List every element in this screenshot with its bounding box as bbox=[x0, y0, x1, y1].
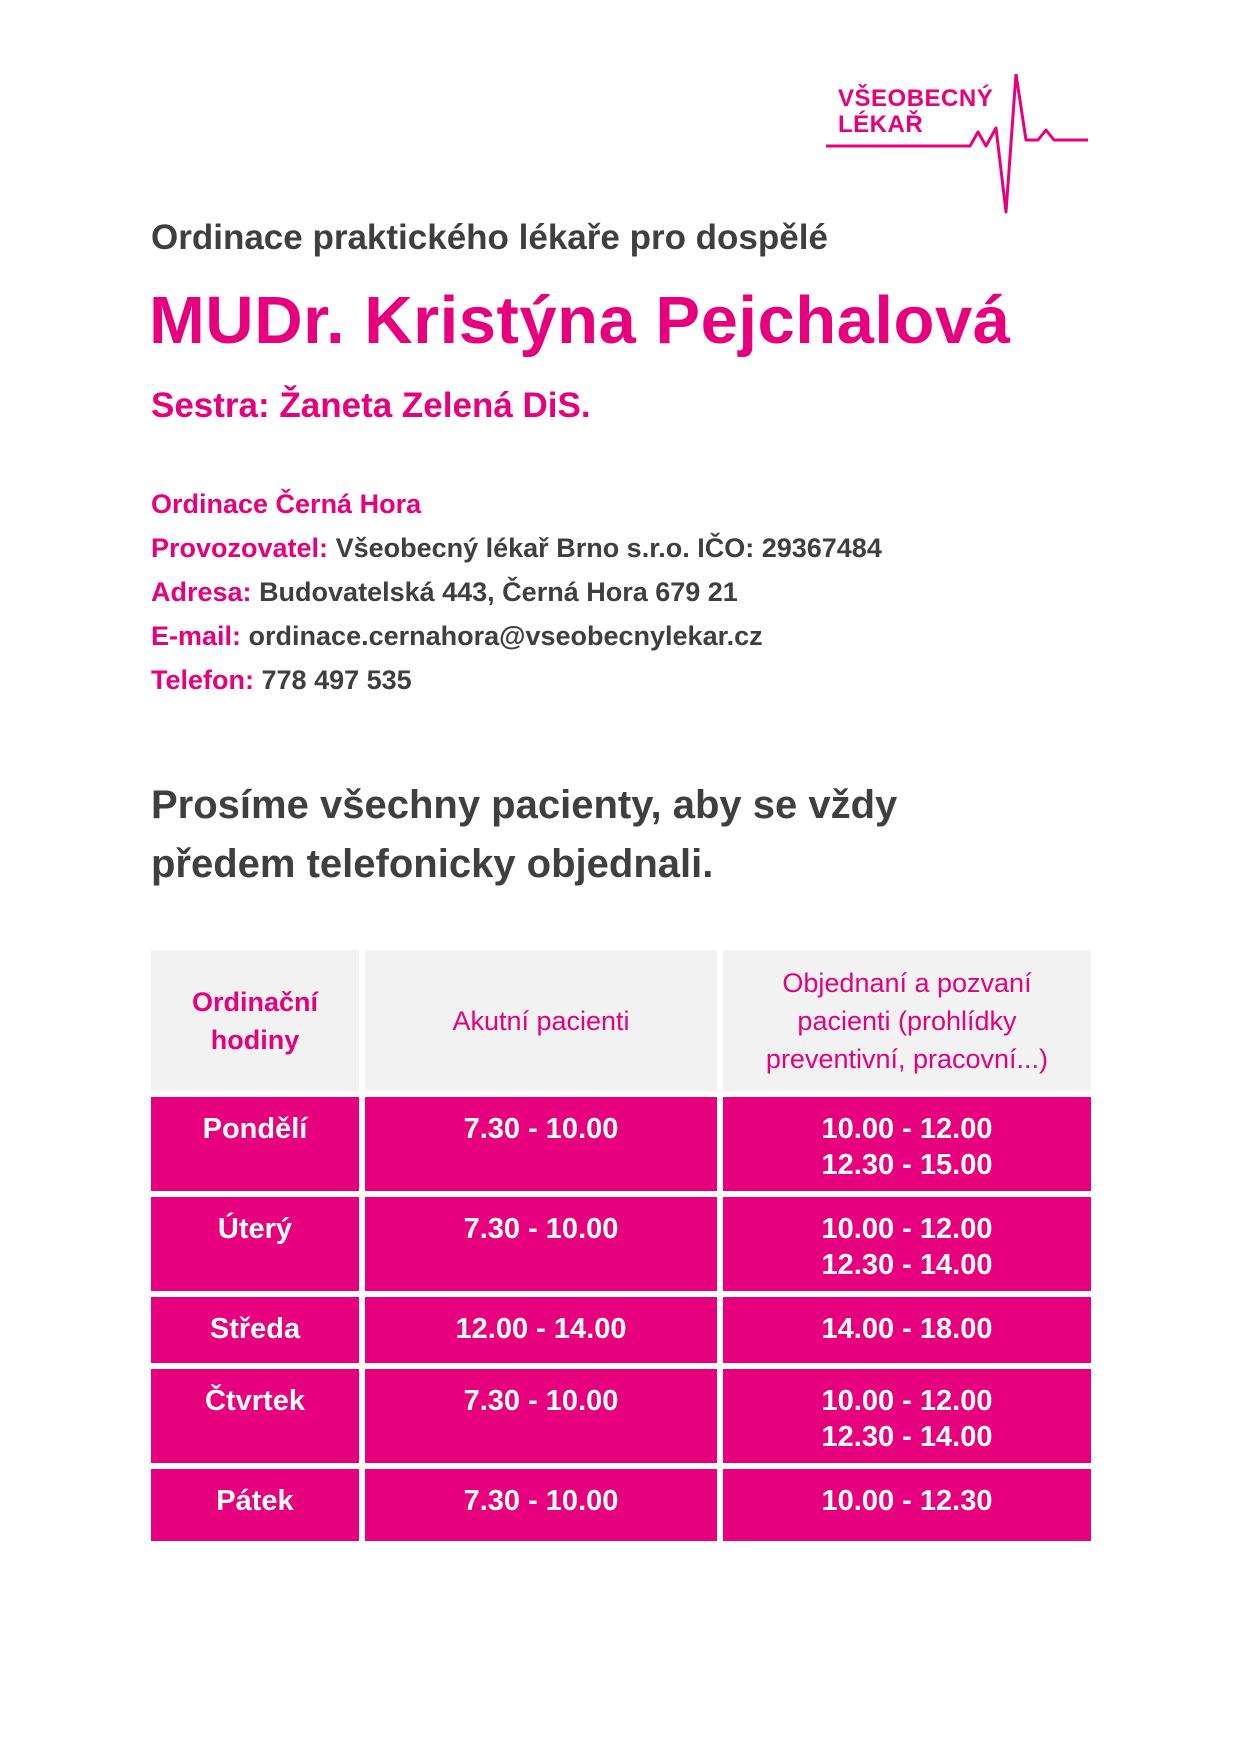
phone-value: 778 497 535 bbox=[261, 665, 412, 695]
table-row bbox=[151, 1097, 1091, 1191]
header-booked-line3: preventivní, pracovní...) bbox=[765, 1043, 1049, 1074]
booked-hours-cell bbox=[723, 1369, 1091, 1463]
booked-hours-cell bbox=[723, 1097, 1091, 1191]
acute-hours-cell: 12.00 - 14.00 bbox=[365, 1297, 717, 1363]
notice-line1: Prosíme všechny pacienty, aby se vždy bbox=[151, 783, 898, 827]
operator-value: Všeobecný lékař Brno s.r.o. IČO: 29367484 bbox=[335, 533, 882, 563]
booked-hours-line: 12.30 - 14.00 bbox=[821, 1249, 993, 1281]
header-office-hours-line1: Ordinační bbox=[191, 986, 319, 1017]
header-booked-line1: Objednaní a pozvaní bbox=[782, 967, 1032, 998]
notice-line2: předem telefonicky objednali. bbox=[151, 842, 714, 886]
day-cell: Středa bbox=[151, 1297, 359, 1363]
booked-hours-line: 10.00 - 12.30 bbox=[821, 1485, 993, 1517]
booked-hours-line: 12.30 - 15.00 bbox=[821, 1149, 993, 1181]
booked-hours-line: 12.30 - 14.00 bbox=[821, 1421, 993, 1453]
booked-hours-line: 14.00 - 18.00 bbox=[821, 1313, 993, 1345]
brand-logo bbox=[826, 74, 1088, 214]
address-value: Budovatelská 443, Černá Hora 679 21 bbox=[259, 577, 738, 607]
booked-hours-cell bbox=[723, 1197, 1091, 1291]
logo-line2: LÉKAŘ bbox=[838, 111, 924, 138]
header-office-hours bbox=[151, 950, 359, 1091]
practice-subtitle: Ordinace praktického lékaře pro dospělé bbox=[151, 218, 828, 257]
day-cell: Pátek bbox=[151, 1469, 359, 1541]
table-header bbox=[151, 950, 1091, 1091]
acute-hours-cell: 7.30 - 10.00 bbox=[365, 1097, 717, 1191]
header-office-hours-line2: hodiny bbox=[210, 1024, 300, 1055]
header-acute-patients-label: Akutní pacienti bbox=[452, 1005, 630, 1036]
day-cell: Čtvrtek bbox=[151, 1369, 359, 1463]
operator-row bbox=[151, 526, 882, 570]
acute-hours-cell: 7.30 - 10.00 bbox=[365, 1369, 717, 1463]
header-booked-patients bbox=[723, 950, 1091, 1091]
booked-hours-line: 10.00 - 12.00 bbox=[821, 1113, 993, 1145]
contact-info bbox=[151, 482, 882, 702]
office-row bbox=[151, 482, 882, 526]
table-row bbox=[151, 1469, 1091, 1541]
acute-hours-cell: 7.30 - 10.00 bbox=[365, 1197, 717, 1291]
booked-hours-line: 10.00 - 12.00 bbox=[821, 1385, 993, 1417]
email-label: E-mail: bbox=[151, 621, 242, 651]
day-cell: Pondělí bbox=[151, 1097, 359, 1191]
booked-hours-line: 10.00 - 12.00 bbox=[821, 1213, 993, 1245]
day-cell: Úterý bbox=[151, 1197, 359, 1291]
acute-hours-cell: 7.30 - 10.00 bbox=[365, 1469, 717, 1541]
email-row bbox=[151, 614, 882, 658]
address-row bbox=[151, 570, 882, 614]
table-row bbox=[151, 1369, 1091, 1463]
office-name: Ordinace Černá Hora bbox=[151, 489, 422, 519]
booked-hours-cell bbox=[723, 1469, 1091, 1541]
table-row bbox=[151, 1297, 1091, 1363]
header-booked-line2: pacienti (prohlídky bbox=[797, 1005, 1017, 1036]
nurse-name: Sestra: Žaneta Zelená DiS. bbox=[151, 386, 591, 425]
table-row bbox=[151, 1197, 1091, 1291]
phone-label: Telefon: bbox=[151, 665, 254, 695]
doctor-name: MUDr. Kristýna Pejchalová bbox=[149, 283, 1011, 358]
header-acute-patients bbox=[365, 950, 717, 1091]
office-hours-table bbox=[151, 950, 1091, 1541]
email-value: ordinace.cernahora@vseobecnylekar.cz bbox=[248, 621, 763, 651]
booked-hours-cell bbox=[723, 1297, 1091, 1363]
logo-line1: VŠEOBECNÝ bbox=[838, 85, 994, 112]
operator-label: Provozovatel: bbox=[151, 533, 329, 563]
appointment-notice bbox=[151, 776, 1051, 894]
phone-row bbox=[151, 658, 882, 702]
address-label: Adresa: bbox=[151, 577, 252, 607]
